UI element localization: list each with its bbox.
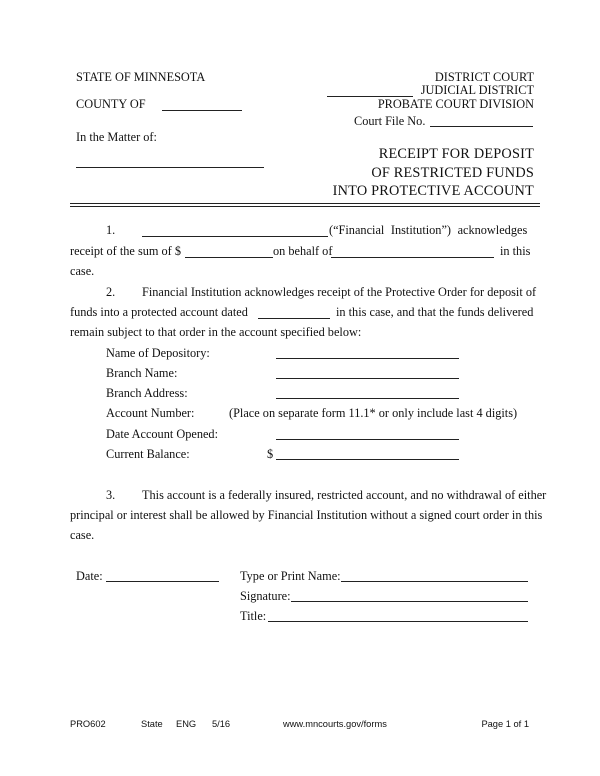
- para-1-fi-text: (“Financial Institution”) acknowledges: [329, 223, 528, 237]
- para-3-line-2: principal or interest shall be allowed by Financial Institution without a signed court order in this: [70, 508, 543, 522]
- title-field[interactable]: [268, 621, 528, 622]
- court-label: DISTRICT COURT: [434, 70, 534, 84]
- branch-name-field[interactable]: [276, 378, 459, 379]
- signature-field[interactable]: [291, 601, 528, 602]
- para-1-number: 1.: [106, 223, 116, 237]
- county-label: COUNTY OF: [76, 97, 146, 111]
- footer-state: State: [141, 719, 163, 729]
- county-field[interactable]: [162, 110, 242, 111]
- receipt-prefix: receipt of the sum of $: [70, 244, 181, 258]
- branch-name-label: Branch Name:: [106, 366, 178, 380]
- case-text-1: case.: [70, 264, 95, 278]
- para-2-line-3: remain subject to that order in the account specified below:: [70, 325, 362, 339]
- para-2-line-2a: funds into a protected account dated: [70, 305, 248, 319]
- file-no-field[interactable]: [430, 126, 533, 127]
- case-text-3: case.: [70, 528, 95, 542]
- footer-page-number: Page 1 of 1: [481, 719, 529, 729]
- date-opened-label: Date Account Opened:: [106, 427, 218, 441]
- current-balance-field[interactable]: [276, 459, 459, 460]
- judicial-district-label: JUDICIAL DISTRICT: [420, 83, 534, 97]
- title-line-3: INTO PROTECTIVE ACCOUNT: [332, 183, 534, 199]
- branch-address-field[interactable]: [276, 398, 459, 399]
- print-name-field[interactable]: [341, 581, 528, 582]
- branch-address-label: Branch Address:: [106, 386, 188, 400]
- footer-url-link[interactable]: www.mncourts.gov/forms: [283, 719, 387, 729]
- para-3-line-1: This account is a federally insured, restricted account, and no withdrawal of either: [142, 488, 547, 502]
- matter-label: In the Matter of:: [76, 130, 157, 144]
- in-this-text: in this: [500, 244, 531, 258]
- title-label: Title:: [240, 609, 267, 623]
- para-2-line-2b: in this case, and that the funds delivered: [336, 305, 534, 319]
- title-line-2: OF RESTRICTED FUNDS: [371, 165, 534, 181]
- file-no-label: Court File No.: [354, 114, 426, 128]
- on-behalf-field[interactable]: [331, 257, 494, 258]
- account-number-label: Account Number:: [106, 406, 195, 420]
- current-balance-label: Current Balance:: [106, 447, 190, 461]
- date-label: Date:: [76, 569, 103, 583]
- financial-institution-field[interactable]: [142, 236, 328, 237]
- signature-label: Signature:: [240, 589, 291, 603]
- sum-field[interactable]: [185, 257, 273, 258]
- print-name-label: Type or Print Name:: [240, 569, 341, 583]
- on-behalf-text: on behalf of: [273, 244, 333, 258]
- division-label: PROBATE COURT DIVISION: [377, 97, 534, 111]
- footer-form-id: PRO602: [70, 719, 106, 729]
- account-dated-field[interactable]: [258, 318, 330, 319]
- para-2-number: 2.: [106, 285, 116, 299]
- date-field[interactable]: [106, 581, 219, 582]
- matter-name-field[interactable]: [76, 167, 264, 168]
- para-2-line-1: Financial Institution acknowledges receipt of the Protective Order for deposit of: [142, 285, 537, 299]
- footer-language: ENG: [176, 719, 197, 729]
- dollar-sign: $: [267, 447, 274, 461]
- title-rule-1: [70, 203, 540, 204]
- title-rule-2: [70, 206, 540, 207]
- footer-revision: 5/16: [212, 719, 231, 729]
- title-line-1: RECEIPT FOR DEPOSIT: [378, 146, 534, 162]
- account-number-note: (Place on separate form 11.1* or only include last 4 digits): [229, 406, 518, 420]
- depository-label: Name of Depository:: [106, 346, 210, 360]
- state-label: STATE OF MINNESOTA: [76, 70, 206, 84]
- depository-field[interactable]: [276, 358, 459, 359]
- para-3-number: 3.: [106, 488, 116, 502]
- date-opened-field[interactable]: [276, 439, 459, 440]
